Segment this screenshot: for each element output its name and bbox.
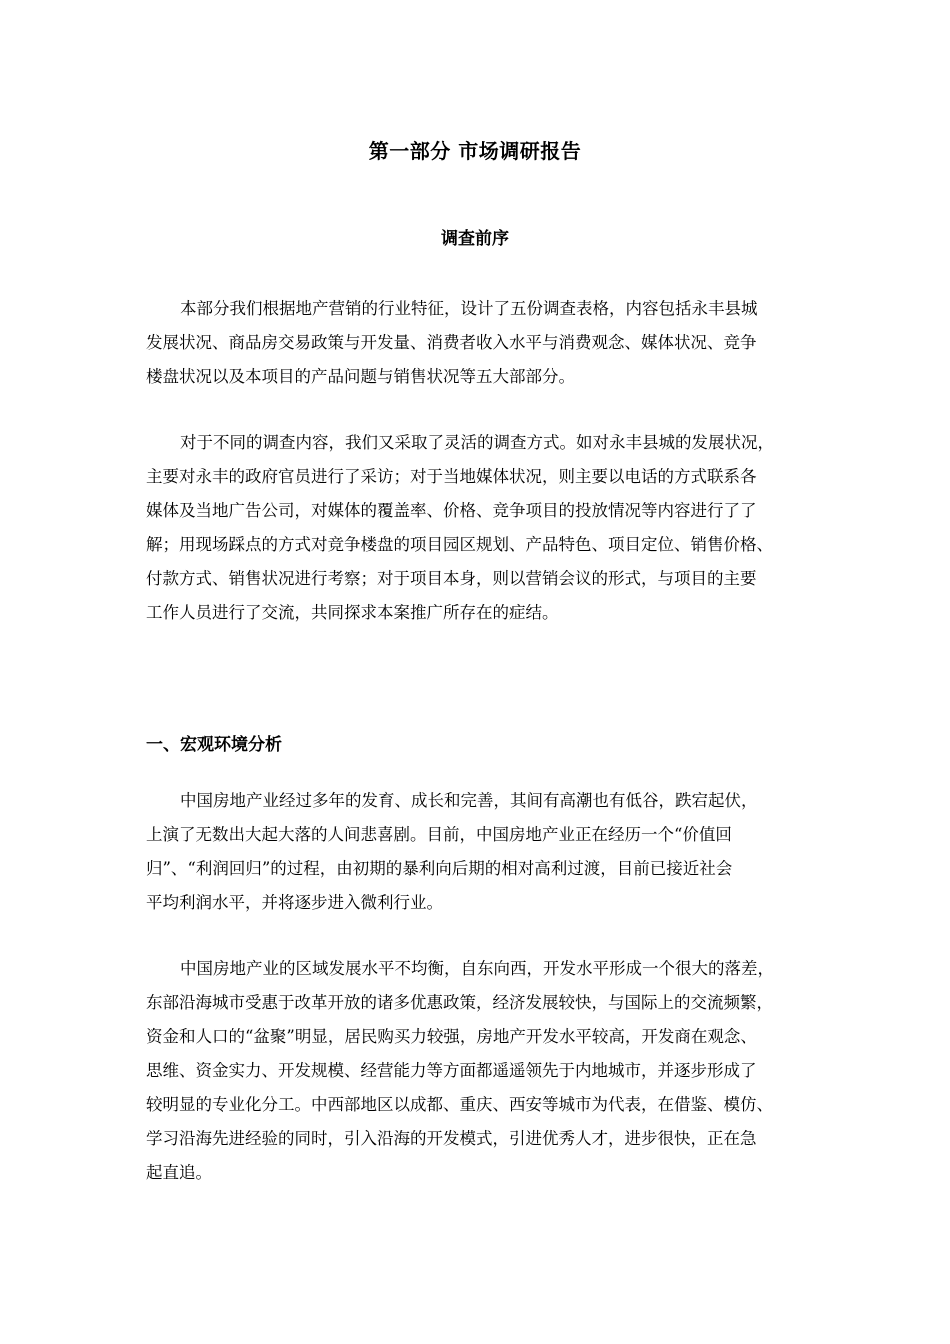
paragraph-line: 思维、资金实力、开发规模、经营能力等方面都遥遥领先于内地城市，并逐步形成了 bbox=[146, 1061, 757, 1080]
paragraph-line: 较明显的专业化分工。中西部地区以成都、重庆、西安等城市为代表，在借鉴、模仿、 bbox=[146, 1095, 773, 1114]
paragraph-line: 主要对永丰的政府官员进行了采访；对于当地媒体状况，则主要以电话的方式联系各 bbox=[146, 467, 757, 486]
paragraph-line: 资金和人口的“盆聚”明显，居民购买力较强，房地产开发水平较高，开发商在观念、 bbox=[146, 1027, 757, 1046]
paragraph-line: 归”、“利润回归”的过程，由初期的暴利向后期的相对高利过渡，目前已接近社会 bbox=[146, 859, 733, 878]
paragraph-line: 解；用现场踩点的方式对竞争楼盘的项目园区规划、产品特色、项目定位、销售价格、 bbox=[146, 535, 773, 554]
paragraph-line: 付款方式、销售状况进行考察；对于项目本身，则以营销会议的形式，与项目的主要 bbox=[146, 569, 757, 588]
paragraph-line: 媒体及当地广告公司，对媒体的覆盖率、价格、竞争项目的投放情况等内容进行了了 bbox=[146, 501, 757, 520]
paragraph-1 bbox=[146, 292, 816, 394]
paragraph-line: 楼盘状况以及本项目的产品问题与销售状况等五大部部分。 bbox=[146, 367, 575, 386]
paragraph-line: 上演了无数出大起大落的人间悲喜剧。目前，中国房地产业正在经历一个“价值回 bbox=[146, 825, 732, 844]
paragraph-line: 中国房地产业的区域发展水平不均衡，自东向西，开发水平形成一个很大的落差， bbox=[180, 959, 774, 978]
paragraph-line: 对于不同的调查内容，我们又采取了灵活的调查方式。如对永丰县城的发展状况， bbox=[180, 433, 774, 452]
paragraph-line: 发展状况、商品房交易政策与开发量、消费者收入水平与消费观念、媒体状况、竞争 bbox=[146, 333, 757, 352]
paragraph-3 bbox=[146, 784, 816, 920]
paragraph-line: 东部沿海城市受惠于改革开放的诸多优惠政策，经济发展较快，与国际上的交流频繁， bbox=[146, 993, 773, 1012]
paragraph-line: 学习沿海先进经验的同时，引入沿海的开发模式，引进优秀人才，进步很快，正在急 bbox=[146, 1129, 757, 1148]
paragraph-4 bbox=[146, 952, 816, 1190]
section-heading: 一、宏观环境分析 bbox=[146, 735, 282, 755]
paragraph-line: 工作人员进行了交流，共同探求本案推广所存在的症结。 bbox=[146, 603, 559, 622]
document-subtitle: 调查前序 bbox=[441, 229, 509, 249]
paragraph-line: 中国房地产业经过多年的发育、成长和完善，其间有高潮也有低谷，跌宕起伏， bbox=[180, 791, 758, 810]
paragraph-2 bbox=[146, 426, 816, 630]
document-title: 第一部分 市场调研报告 bbox=[368, 139, 582, 163]
paragraph-line: 起直追。 bbox=[146, 1163, 212, 1182]
paragraph-line: 平均利润水平，并将逐步进入微利行业。 bbox=[146, 893, 443, 912]
paragraph-line: 本部分我们根据地产营销的行业特征，设计了五份调查表格，内容包括永丰县城 bbox=[180, 299, 758, 318]
